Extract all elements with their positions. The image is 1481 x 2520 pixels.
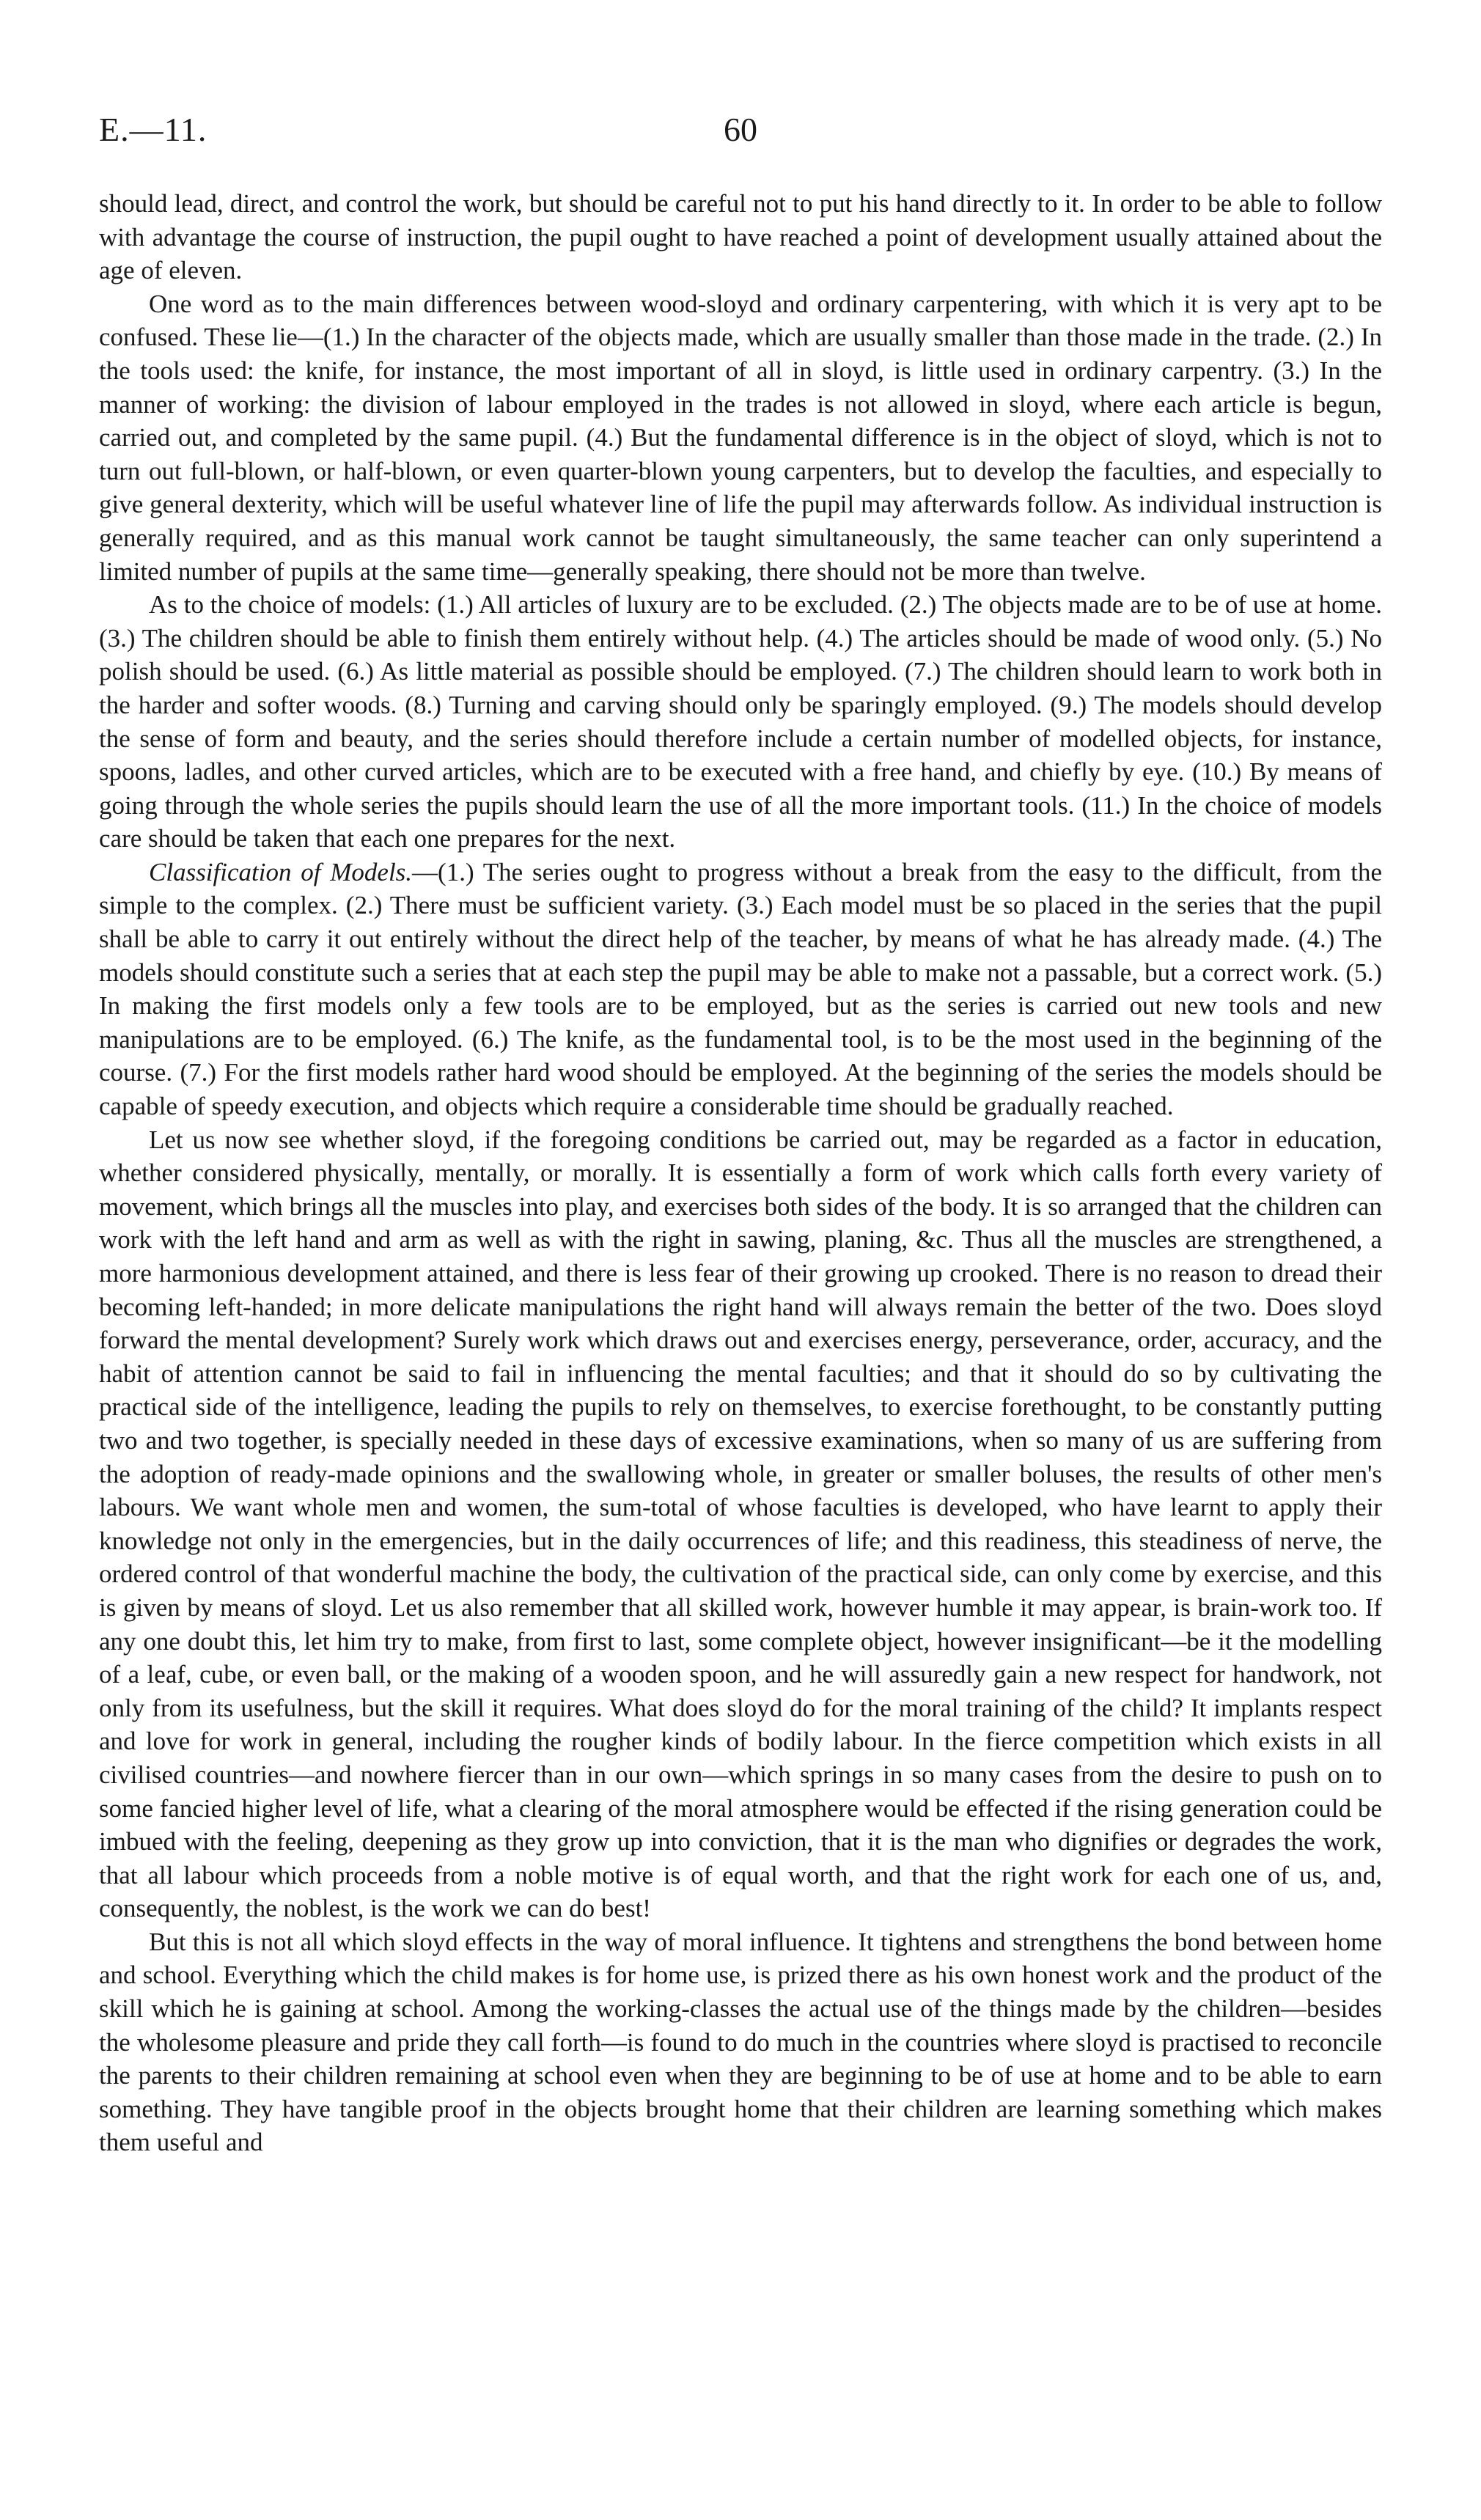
paragraph-4-text: —(1.) The series ought to progress without a break from the easy to the difficult, from the simple to the complex. (2.) There must be sufficient variety. (3.) Each model must be so placed in the series that the pupil shall be able to carry it out entirely without the direct help of the teacher, by means of what he has already made. (4.) The models should constitute such a series that at each step the pupil may be able to make not a passable, but a correct work. (5.) In making the first models only a few tools are to be employed, but as the series is carried out new tools and new manipulations are to be employed. (6.) The knife, as the fundamental tool, is to be the most used in the beginning of the course. (7.) For the first models rather hard wood should be employed. At the beginning of the series the models should be capable of speedy execution, and objects which require a considerable time should be gradually reached.	[99, 857, 1382, 1121]
page-number: 60	[724, 111, 757, 148]
paragraph-2: One word as to the main differences between wood-sloyd and ordinary carpentering, with which it is very apt to be confused. These lie—(1.) In the character of the objects made, which are usually smaller than those made in the trade. (2.) In the tools used: the knife, for instance, the most important of all in sloyd, is little used in ordinary carpentry. (3.) In the manner of working: the division of labour employed in the trades is not allowed in sloyd, where each article is begun, carried out, and completed by the same pupil. (4.) But the fundamental difference is in the object of sloyd, which is not to turn out full-blown, or half-blown, or even quarter-blown young carpenters, but to develop the faculties, and especially to give general dexterity, which will be useful whatever line of life the pupil may afterwards follow. As individual instruction is generally required, and as this manual work cannot be taught simultaneously, the same teacher can only superintend a limited number of pupils at the same time—generally speaking, there should not be more than twelve.	[99, 289, 1382, 586]
paragraph-1: should lead, direct, and control the work, but should be careful not to put his hand directly to it. In order to be able to follow with advantage the course of instruction, the pupil ought to have reached a point of development usually attained about the age of eleven.	[99, 189, 1382, 285]
paragraph-4	[99, 856, 1382, 1123]
section-heading-classification: Classification of Models.	[149, 857, 413, 886]
document-reference: E.—11.	[99, 111, 207, 148]
paragraph-5: Let us now see whether sloyd, if the foregoing conditions be carried out, may be regarded as a factor in education, whether considered physically, mentally, or morally. It is essentially a form of work which calls forth every variety of movement, which brings all the muscles into play, and exercises both sides of the body. It is so arranged that the children can work with the left hand and arm as well as with the right in sawing, planing, &c. Thus all the muscles are strengthened, a more harmonious development attained, and there is less fear of their growing up crooked. There is no reason to dread their becoming left-handed; in more delicate manipulations the right hand will always remain the better of the two. Does sloyd forward the mental development? Surely work which draws out and exercises energy, perseverance, order, accuracy, and the habit of attention cannot be said to fail in influencing the mental faculties; and that it should do so by cultivating the practical side of the intelligence, leading the pupils to rely on themselves, to exercise forethought, to be constantly putting two and two together, is specially needed in these days of excessive examinations, when so many of us are suffering from the adoption of ready-made opinions and the swallowing whole, in greater or smaller boluses, the results of other men's labours. We want whole men and women, the sum-total of whose faculties is developed, who have learnt to apply their knowledge not only in the emergencies, but in the daily occurrences of life; and this readiness, this steadiness of nerve, the ordered control of that wonderful machine the body, the cultivation of the practical side, can only come by exercise, and this is given by means of sloyd. Let us also remember that all skilled work, however humble it may appear, is brain-work too. If any one doubt this, let him try to make, from first to last, some complete object, however insignificant—be it the modelling of a leaf, cube, or even ball, or the making of a wooden spoon, and he will assuredly gain a new respect for handwork, not only from its usefulness, but the skill it requires. What does sloyd do for the moral training of the child? It implants respect and love for work in general, including the rougher kinds of bodily labour. In the fierce competition which exists in all civilised countries—and nowhere fiercer than in our own—which springs in so many cases from the desire to push on to some fancied higher level of life, what a clearing of the moral atmosphere would be effected if the rising generation could be imbued with the feeling, deepening as they grow up into conviction, that it is the man who dignifies or degrades the work, that all labour which proceeds from a noble motive is of equal worth, and that the right work for each one of us, and, consequently, the noblest, is the work we can do best!	[99, 1125, 1382, 1923]
body-text	[99, 187, 1382, 2159]
paragraph-3: As to the choice of models: (1.) All articles of luxury are to be excluded. (2.) The objects made are to be of use at home. (3.) The children should be able to finish them entirely without help. (4.) The articles should be made of wood only. (5.) No polish should be used. (6.) As little material as possible should be employed. (7.) The children should learn to work both in the harder and softer woods. (8.) Turning and carving should only be sparingly employed. (9.) The models should develop the sense of form and beauty, and the series should therefore include a certain number of modelled objects, for instance, spoons, ladles, and other curved articles, which are to be executed with a free hand, and chiefly by eye. (10.) By means of going through the whole series the pupils should learn the use of all the more important tools. (11.) In the choice of models care should be taken that each one prepares for the next.	[99, 590, 1382, 853]
paragraph-6: But this is not all which sloyd effects in the way of moral influence. It tightens and strengthens the bond between home and school. Everything which the child makes is for home use, is prized there as his own honest work and the product of the skill which he is gaining at school. Among the working-classes the actual use of the things made by the children—besides the wholesome pleasure and pride they call forth—is found to do much in the countries where sloyd is practised to reconcile the parents to their children remaining at school even when they are beginning to be of use at home and to be able to earn something. They have tangible proof in the objects brought home that their children are learning something which makes them useful and	[99, 1927, 1382, 2157]
page-header	[99, 110, 1382, 154]
